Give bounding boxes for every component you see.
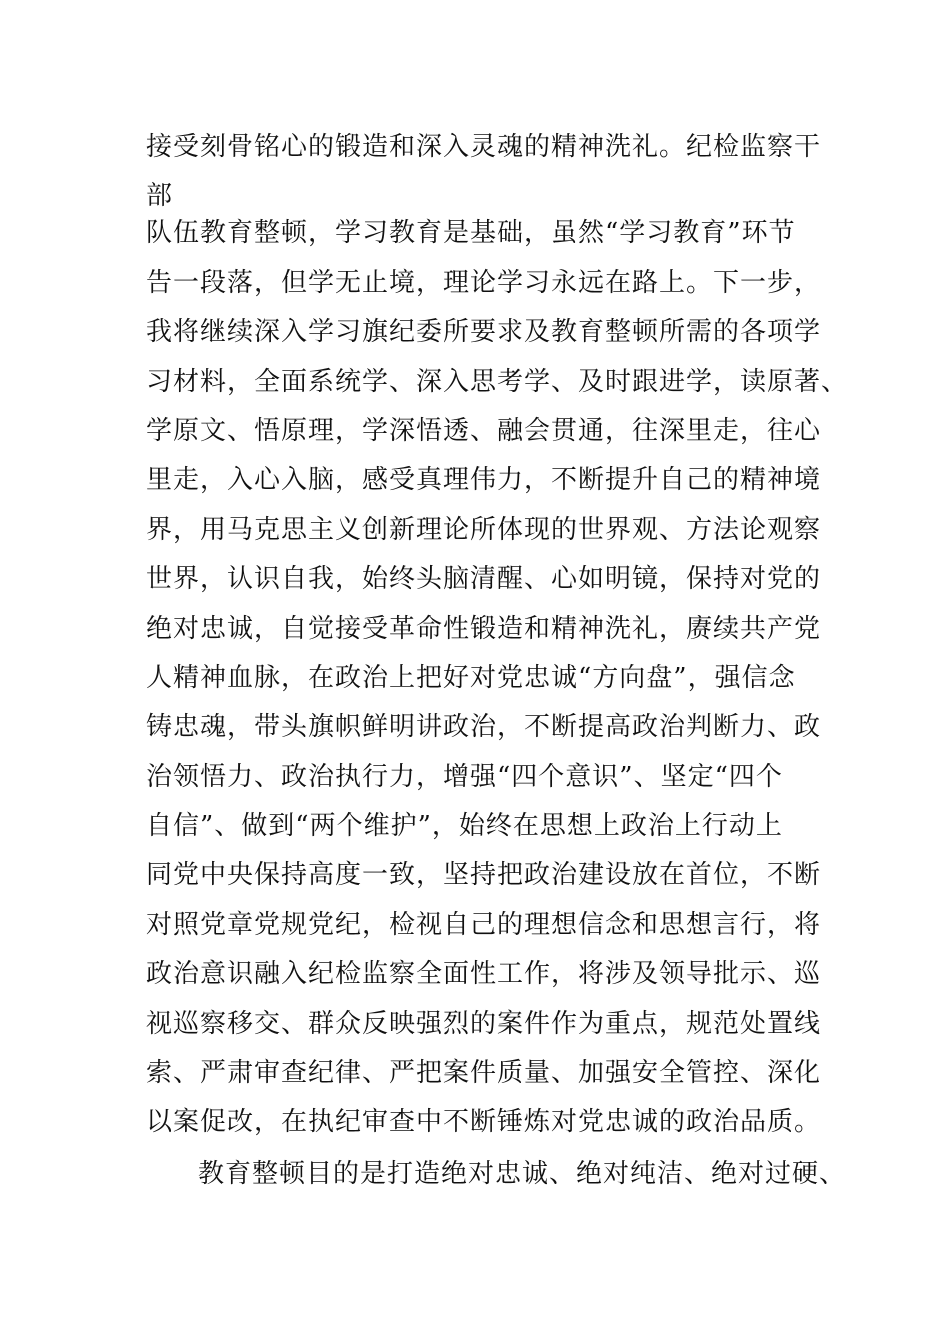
text-line: 同党中央保持高度一致，坚持把政治建设放在首位，不断 <box>146 860 822 891</box>
text-line: 治领悟力、政治执行力，增强“四个意识”、坚定“四个 <box>146 761 783 792</box>
text-line: 界，用马克思主义创新理论所体现的世界观、方法论观察 <box>146 514 822 545</box>
text-line: 铸忠魂，带头旗帜鲜明讲政治，不断提高政治判断力、政 <box>146 712 822 743</box>
text-line: 自信”、做到“两个维护”，始终在思想上政治上行动上 <box>146 811 783 842</box>
text-line: 我将继续深入学习旗纪委所要求及教育整顿所需的各项学 <box>146 317 822 348</box>
text-line: 告一段落，但学无止境，理论学习永远在路上。下一步， <box>146 267 822 298</box>
text-line: 队伍教育整顿，学习教育是基础，虽然“学习教育”环节 <box>146 218 796 249</box>
text-line: 世界，认识自我，始终头脑清醒、心如明镜，保持对党的 <box>146 564 822 595</box>
text-line: 接受刻骨铭心的锻造和深入灵魂的精神洗礼。纪检监察干 <box>146 132 822 162</box>
body-text <box>146 126 849 1202</box>
text-line: 部 <box>146 181 174 212</box>
text-line: 索、严肃审查纪律、严把案件质量、加强安全管控、深化 <box>146 1058 822 1089</box>
text-line: 人精神血脉，在政治上把好对党忠诚“方向盘”，强信念 <box>146 662 796 693</box>
text-line: 以案促改，在执纪审查中不断锤炼对党忠诚的政治品质。 <box>146 1107 822 1138</box>
text-line: 习材料，全面系统学、深入思考学、及时跟进学，读原著、 <box>146 366 849 397</box>
text-line: 对照党章党规党纪，检视自己的理想信念和思想言行，将 <box>146 909 822 940</box>
text-line: 视巡察移交、群众反映强烈的案件作为重点，规范处置线 <box>146 1008 822 1039</box>
paragraph-start-line: 教育整顿目的是打造绝对忠诚、绝对纯洁、绝对过硬、 <box>198 1158 847 1189</box>
text-line: 绝对忠诚，自觉接受革命性锻造和精神洗礼，赓续共产党 <box>146 613 822 644</box>
text-line: 政治意识融入纪检监察全面性工作，将涉及领导批示、巡 <box>146 959 822 990</box>
text-line: 学原文、悟原理，学深悟透、融会贯通，往深里走，往心 <box>146 415 822 446</box>
text-line: 里走，入心入脑，感受真理伟力，不断提升自己的精神境 <box>146 465 822 496</box>
